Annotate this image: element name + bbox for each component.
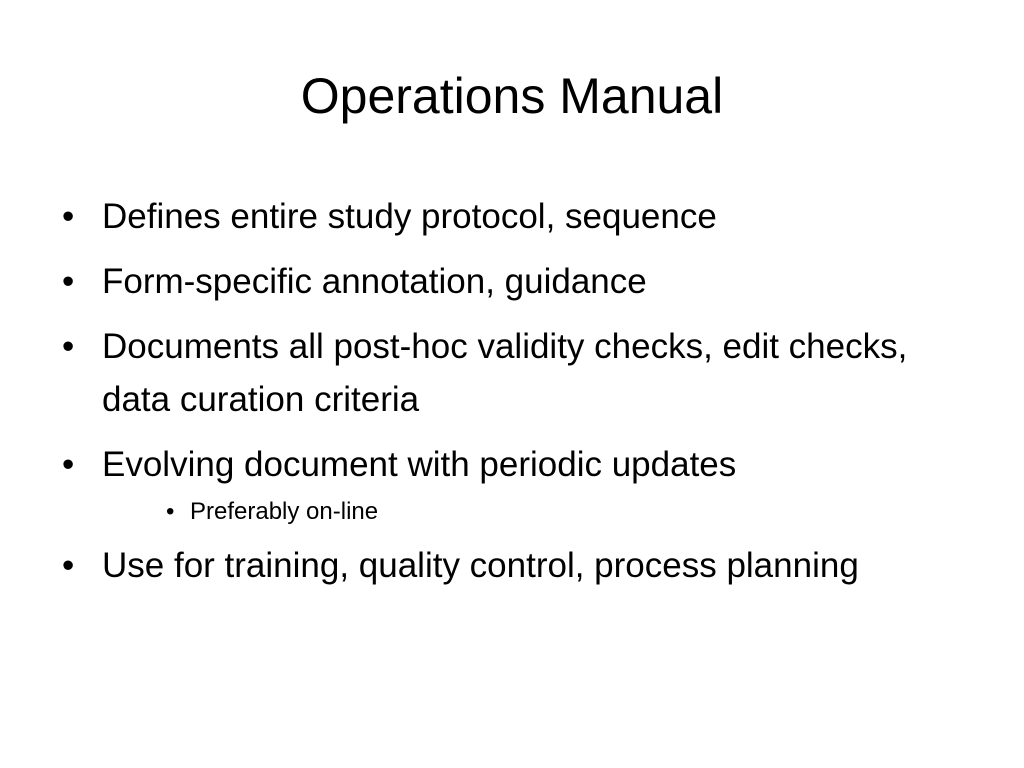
bullet-list — [62, 190, 962, 604]
bullet-item: • Evolving document with periodic updates — [62, 438, 962, 491]
bullet-item: • Form-specific annotation, guidance — [62, 255, 962, 308]
sub-bullet-item: • Preferably on-line — [166, 495, 962, 529]
bullet-item: • Defines entire study protocol, sequence — [62, 190, 962, 243]
bullet-item: • Use for training, quality control, process planning — [62, 539, 962, 592]
bullet-item: • Documents all post-hoc validity checks, edit checks, data curation criteria — [62, 320, 962, 426]
slide-title: Operations Manual — [300, 68, 724, 124]
